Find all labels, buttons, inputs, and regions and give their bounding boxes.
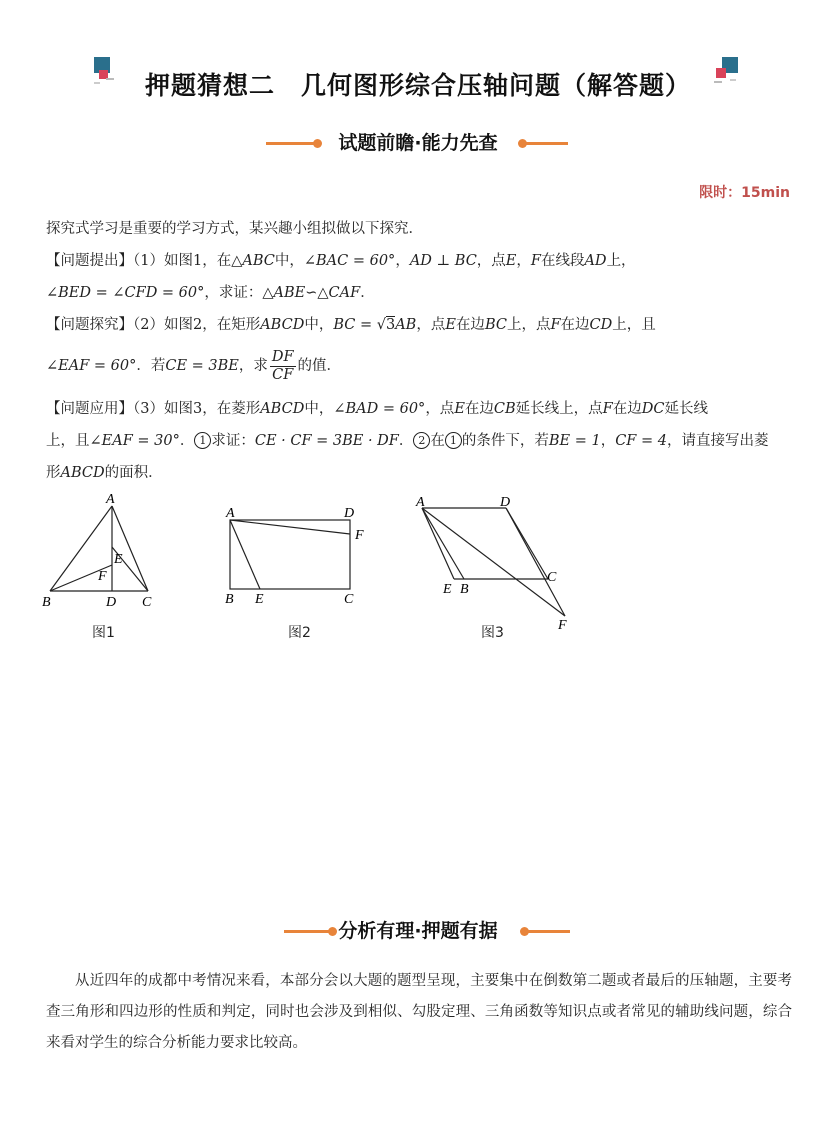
section-header-preview-label: 试题前瞻·能力先查 <box>338 132 498 154</box>
problem-intro: 探究式学习是重要的学习方式，某兴趣小组拟做以下探究． <box>46 221 423 237</box>
figure-1 <box>36 490 166 615</box>
fig3-label-d: D <box>500 495 511 510</box>
question-2-line-1: 【问题探究】（2）如图2，在矩形ABCD中，BC = √3AB，点E在边BC上，点F在边CD上，且 <box>46 317 656 333</box>
figure-3 <box>410 490 585 635</box>
fig3-label-a: A <box>416 495 425 510</box>
fig1-label-f: F <box>98 569 107 584</box>
question-3-tag: 【问题应用】 <box>46 401 133 417</box>
time-limit: 限时：15min <box>699 185 790 201</box>
question-2-tag: 【问题探究】 <box>46 317 133 333</box>
question-3-line-3: 形ABCD的面积． <box>46 465 163 481</box>
fig3-label-c: C <box>547 570 557 585</box>
section-header-analysis-label: 分析有理·押题有据 <box>338 920 498 942</box>
question-1-line-1: 【问题提出】（1）如图1，在△ABC中，∠BAC = 60°，AD ⊥ BC，点E，F在线段AD上， <box>46 253 636 269</box>
figure-1-caption: 图1 <box>92 625 115 641</box>
fig1-label-e: E <box>114 552 123 567</box>
section-header-analysis <box>0 916 836 946</box>
question-1-tag: 【问题提出】 <box>46 253 133 269</box>
fraction-df-cf: $\frac{DF}{CF}$ <box>271 348 294 383</box>
question-3-line-2: 上，且∠EAF = 30°． 1 求证：CE · CF = 3BE · DF． 2 在 1 的条件下，若BE = 1，CF = 4，请直接写出菱 <box>46 433 769 449</box>
fig1-label-a: A <box>106 492 115 507</box>
fig2-label-c: C <box>344 592 354 607</box>
figure-2 <box>220 500 380 610</box>
fig3-label-b: B <box>460 582 469 597</box>
figure-2-caption: 图2 <box>288 625 311 641</box>
analysis-paragraph: 从近四年的成都中考情况来看，本部分会以大题的题型呈现，主要集中在倒数第二题或者最后的压轴题，主要考查三角形和四边形的性质和判定，同时也会涉及到相似、勾股定理、三角函数等知识点或者常见的辅助线问题，综合来看对学生的综合分析能力要求比较高。 <box>46 973 792 1051</box>
fig2-label-a: A <box>226 506 235 521</box>
fig3-label-e: E <box>443 582 452 597</box>
fig2-label-e: E <box>255 592 264 607</box>
fig1-label-b: B <box>42 595 51 610</box>
fig2-label-b: B <box>225 592 234 607</box>
question-2-line-2: ∠EAF = 60°．若CE = 3BE，求 $\frac{DF}{CF}$ 的值． <box>46 348 342 383</box>
fig3-label-f: F <box>558 618 567 633</box>
section-header-preview <box>0 128 836 158</box>
figure-3-caption: 图3 <box>481 625 504 641</box>
fig1-label-d: D <box>106 595 117 610</box>
question-3-line-1: 【问题应用】（3）如图3，在菱形ABCD中，∠BAD = 60°，点E在边CB延长线上，点F在边DC延长线 <box>46 401 708 417</box>
fig2-label-f: F <box>355 528 364 543</box>
fig1-label-c: C <box>142 595 152 610</box>
page-title: 押题猜想二 几何图形综合压轴问题（解答题） <box>144 71 691 100</box>
fig2-label-d: D <box>344 506 355 521</box>
question-1-line-2: ∠BED = ∠CFD = 60°，求证：△ABE∽△CAF． <box>46 285 375 301</box>
